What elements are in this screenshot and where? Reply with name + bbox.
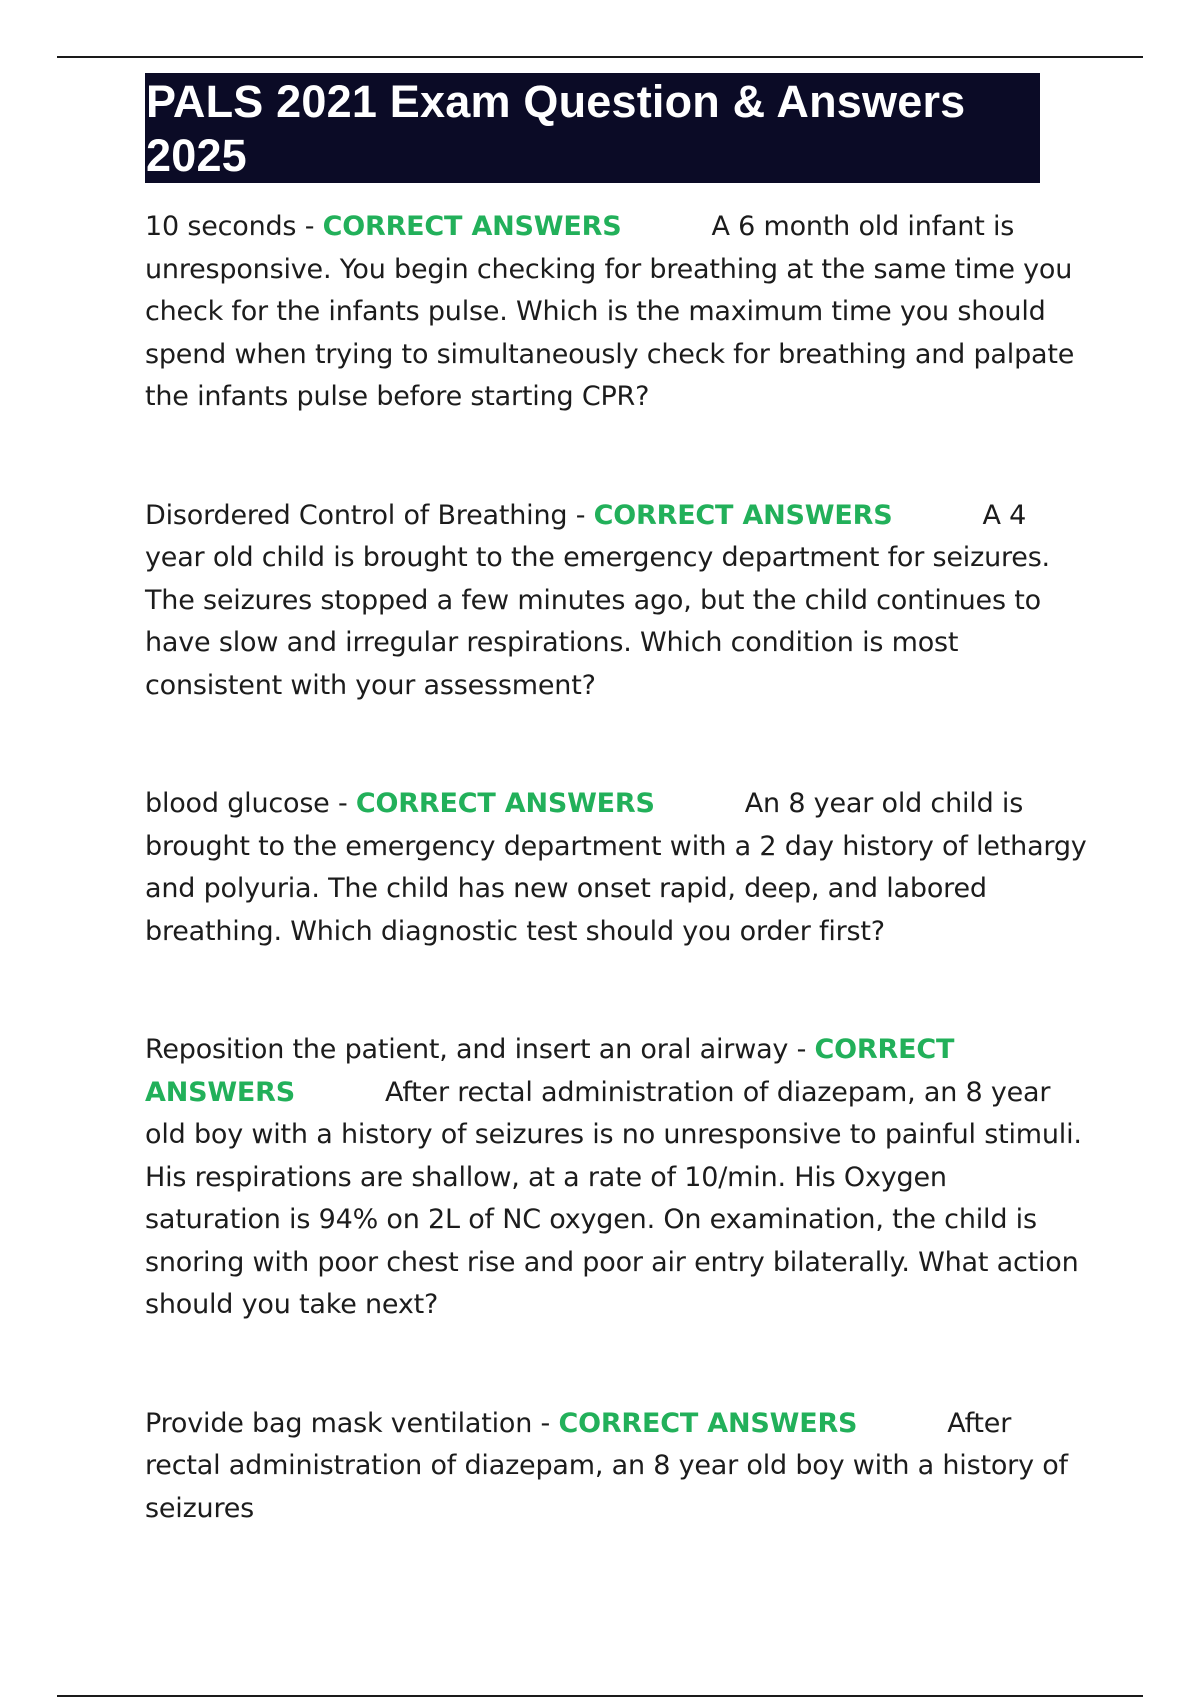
answer-text: blood glucose [145,788,330,819]
top-rule [57,56,1143,58]
correct-answers-label: CORRECT ANSWERS [355,788,655,819]
qa-item [145,206,1090,419]
answer-separator: - [329,788,356,819]
answer-separator: - [567,499,594,531]
bottom-rule [57,1695,1143,1697]
qa-item [145,783,1090,953]
answer-separator: - [532,1407,559,1439]
question-text: A 6 month old infant is unresponsive. You begin checking for breathing at the same time you check for the infants pulse. Which is the maximum time you should spend when trying to simultaneously check for breathing and palpate the infants pulse before starting CPR? [145,211,1075,412]
correct-answers-label: CORRECT ANSWERS [145,1034,955,1108]
question-text: An 8 year old child is brought to the emergency department with a 2 day history of lethargy and polyuria. The child has new onset rapid, deep, and labored breathing. Which diagnostic test should you order first? [145,788,1087,947]
correct-answers-label: CORRECT ANSWERS [558,1407,858,1439]
answer-text: Reposition the patient, and insert an oral airway [145,1034,789,1065]
correct-answers-label: CORRECT ANSWERS [322,211,622,242]
answer-text: Disordered Control of Breathing [145,499,568,531]
qa-item [145,1029,1090,1327]
answer-text: 10 seconds [145,211,297,242]
answer-text: Provide bag mask ventilation [145,1407,533,1439]
answer-separator: - [788,1034,815,1065]
question-text: After rectal administration of diazepam, an 8 year old boy with a history of seizures is no unresponsive to painful stimuli. His respirations are shallow, at a rate of 10/min. His Oxygen saturation is 94% on 2L of NC oxygen. On examination, the child is snoring with poor chest rise and poor air entry bilaterally. What action should you take next? [145,1076,1082,1320]
title-banner [145,73,1040,183]
qa-item [145,495,1090,708]
answer-separator: - [296,211,323,242]
qa-list [145,206,1090,1606]
qa-item [145,1403,1090,1531]
question-text: After rectal administration of diazepam, an 8 year old boy with a history of seizures [145,1407,1068,1524]
correct-answers-label: CORRECT ANSWERS [593,499,893,531]
document-title: PALS 2021 Exam Question & Answers 2025 [146,76,966,181]
question-text: A 4 year old child is brought to the emergency department for seizures. The seizures stopped a few minutes ago, but the child continues to have slow and irregular respirations. Which condition is most consistent with your assessment? [145,499,1050,701]
